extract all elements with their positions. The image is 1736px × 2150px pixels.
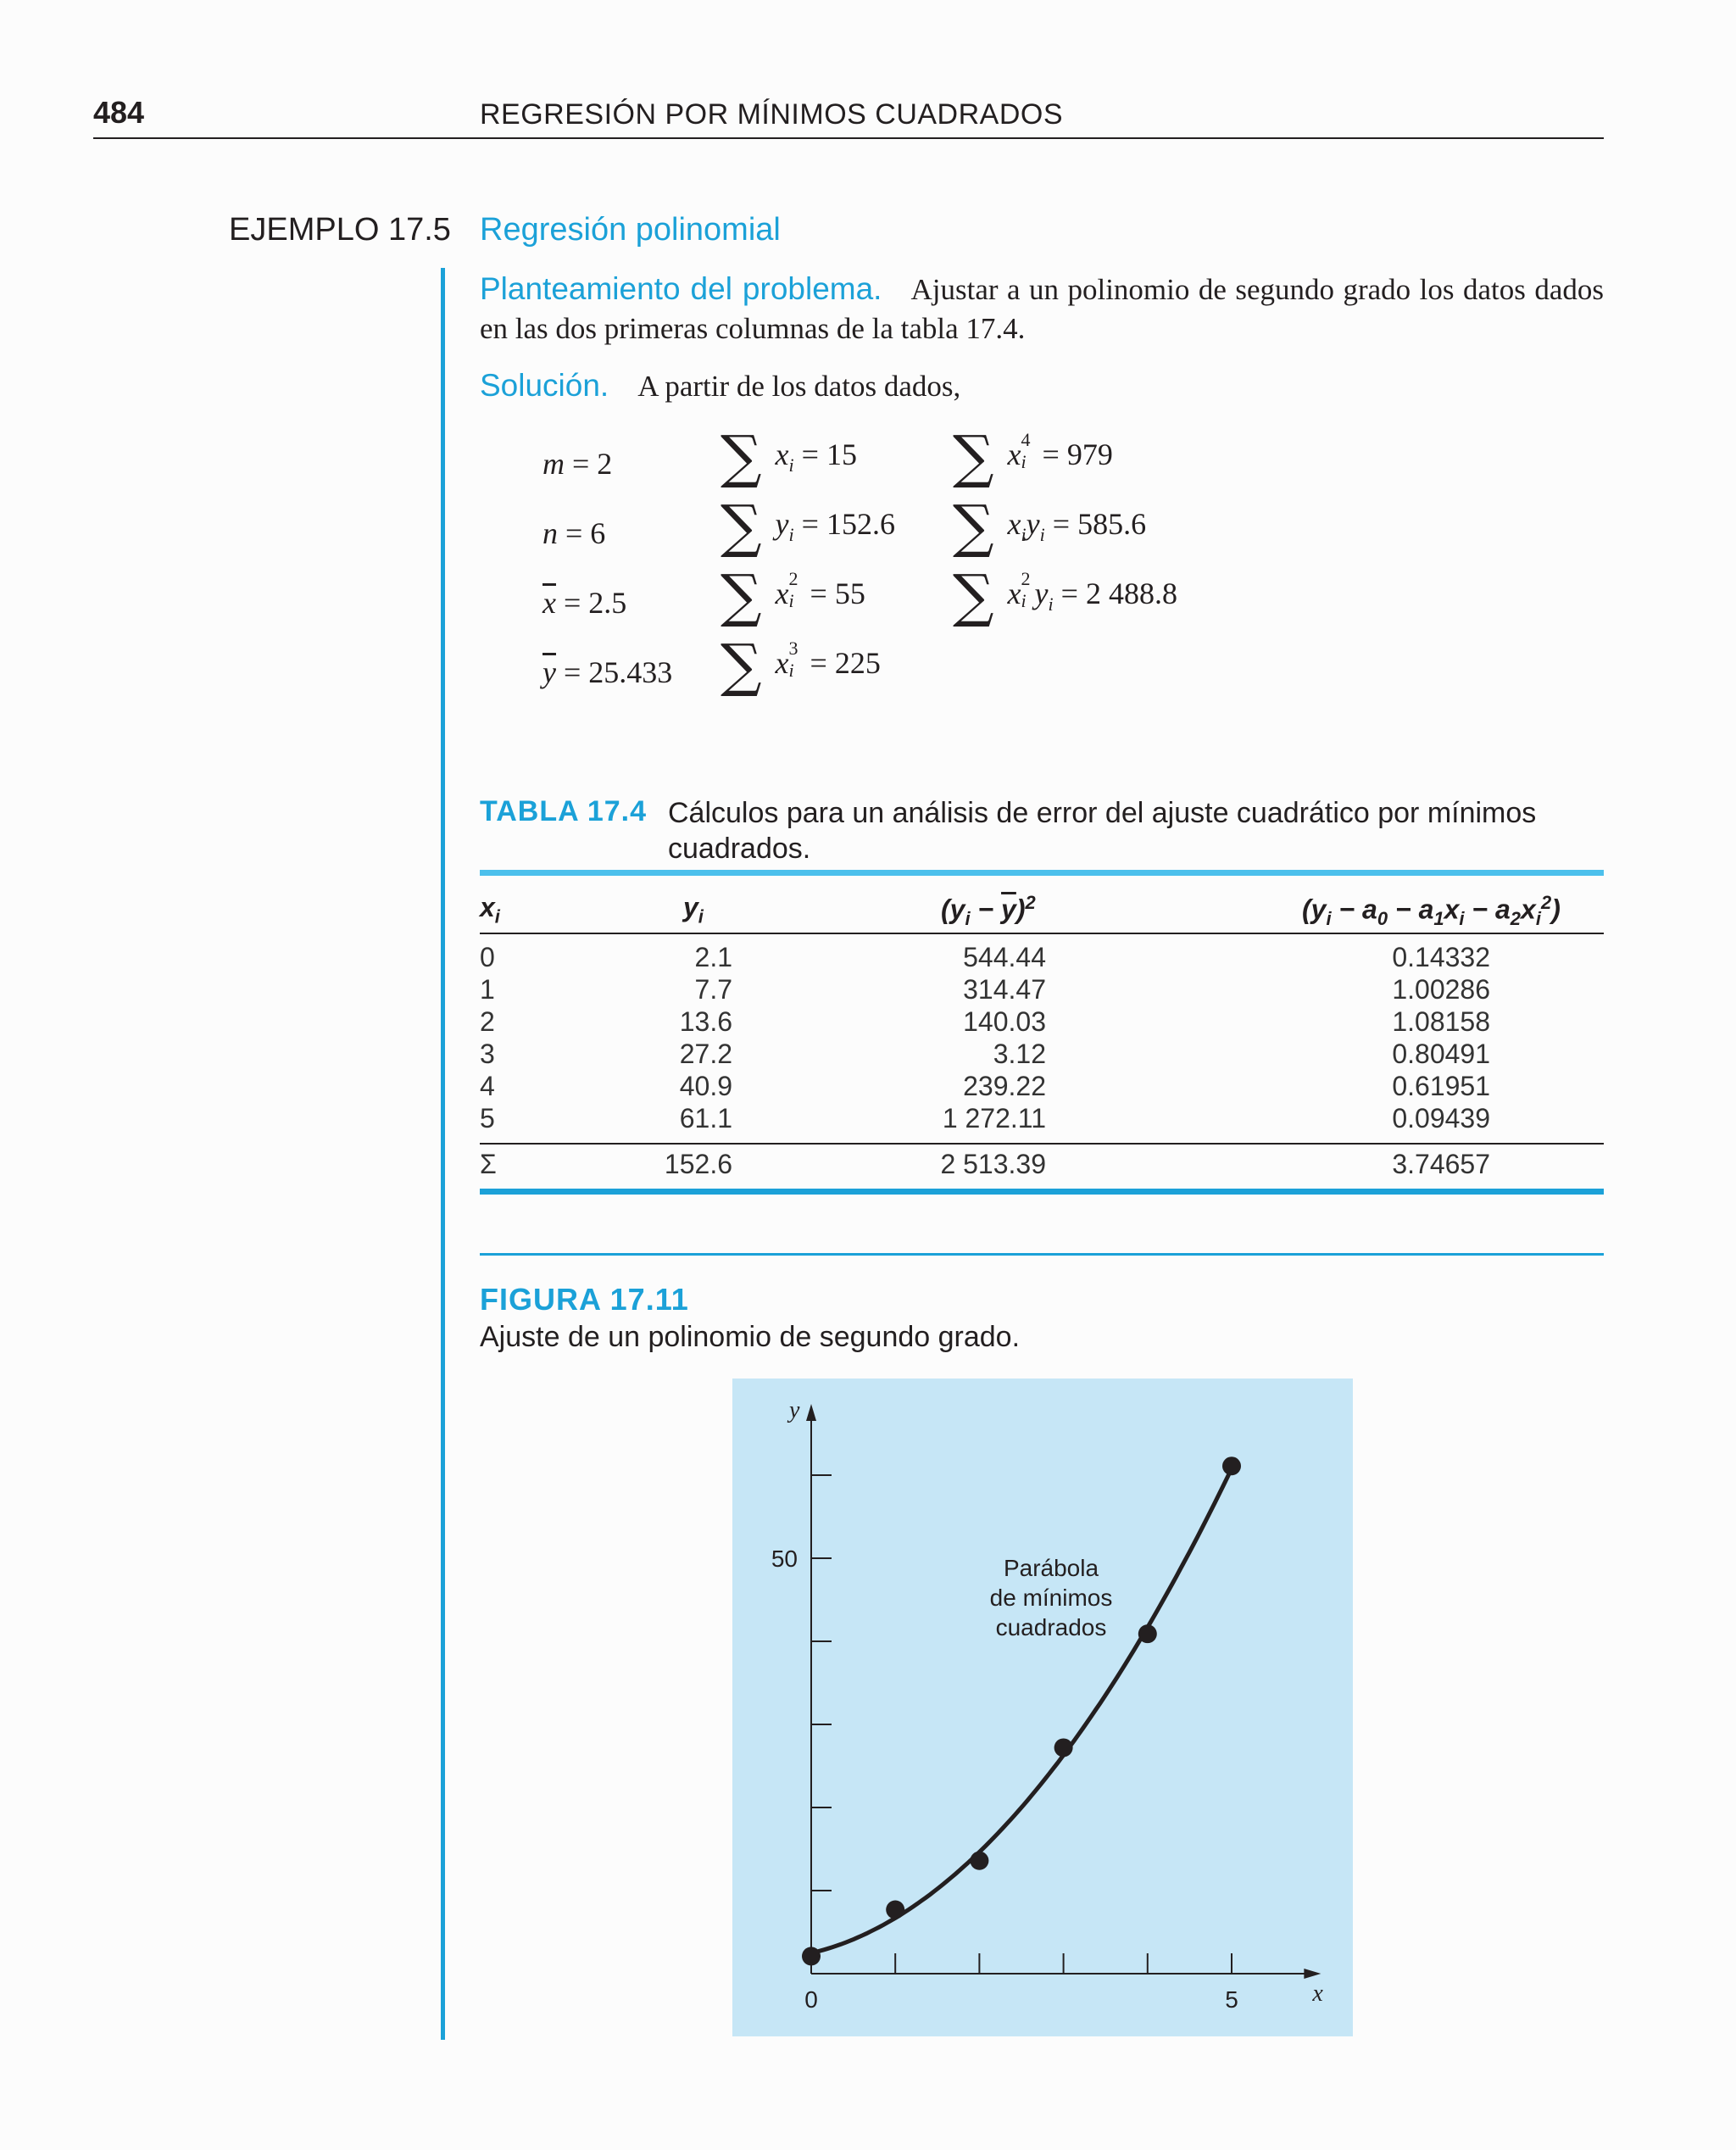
table-bottom-rule bbox=[480, 1189, 1604, 1195]
eq-xbar: $\overline{x} = 2.5$ bbox=[542, 586, 627, 620]
figure-caption: Ajuste de un polinomio de segundo grado. bbox=[480, 1321, 1021, 1353]
table-cell-dev-r1: 314.47 bbox=[963, 974, 1046, 1005]
eq-m: m = 2 bbox=[542, 447, 613, 481]
solution-text: A partir de los datos dados, bbox=[637, 370, 961, 403]
table-cell-x-r1: 1 bbox=[480, 974, 495, 1005]
sum-cell-resid: 3.74657 bbox=[1392, 1149, 1490, 1179]
eq-sum-x: ∑ $x_i = 15$ bbox=[721, 424, 857, 491]
table-cell-resid-r3: 0.80491 bbox=[1392, 1039, 1490, 1069]
table-cell-resid-r5: 0.09439 bbox=[1392, 1103, 1490, 1133]
sum-cell-x: Σ bbox=[480, 1149, 497, 1179]
quadratic-fit-chart bbox=[732, 1379, 1353, 2036]
table-cell-y-r2: 13.6 bbox=[679, 1006, 732, 1037]
x-axis-label: x bbox=[1312, 1980, 1323, 2007]
table-top-rule bbox=[480, 870, 1604, 876]
data-point-3 bbox=[1054, 1738, 1073, 1757]
table-cell-x-r3: 3 bbox=[480, 1039, 495, 1069]
data-point-0 bbox=[802, 1947, 821, 1965]
example-label: EJEMPLO 17.5 bbox=[229, 212, 451, 248]
col-header-resid: $(y_i - a_0 - a_1x_i - a_2x_i^2)$ bbox=[1302, 892, 1561, 930]
table-sum-rule bbox=[480, 1143, 1604, 1145]
annotation-line-2: cuadrados bbox=[995, 1614, 1107, 1640]
eq-sum-x4: ∑ x 4 i = 979 bbox=[953, 424, 1113, 491]
table-cell-x-r2: 2 bbox=[480, 1006, 495, 1037]
eq-sum-x3: ∑ x 3 i = 225 bbox=[721, 632, 881, 699]
chart-background bbox=[732, 1379, 1353, 2036]
table-label: TABLA 17.4 bbox=[480, 795, 648, 827]
table-cell-x-r4: 4 bbox=[480, 1071, 495, 1101]
eq-ybar: $\overline{y} = 25.433$ bbox=[542, 655, 673, 689]
y-tick-label-50: 50 bbox=[771, 1546, 798, 1572]
eq-sum-xy: ∑ $x_iy_i = 585.6$ bbox=[953, 493, 1147, 560]
problem-text: Ajustar a un polinomio de segundo grado los datos dados en las dos primeras columnas de la tabla 17.4. bbox=[480, 273, 1604, 345]
running-head: REGRESIÓN POR MÍNIMOS CUADRADOS bbox=[480, 98, 1064, 131]
annotation-line-1: de mínimos bbox=[989, 1585, 1113, 1611]
table-cell-y-r1: 7.7 bbox=[694, 974, 732, 1005]
table-cell-x-r5: 5 bbox=[480, 1103, 495, 1133]
table-cell-y-r4: 40.9 bbox=[679, 1071, 732, 1101]
eq-sum-y: ∑ $y_i = 152.6$ bbox=[721, 493, 895, 560]
header-rule bbox=[93, 137, 1604, 139]
table-cell-resid-r1: 1.00286 bbox=[1392, 974, 1490, 1005]
table-cell-y-r5: 61.1 bbox=[679, 1103, 732, 1133]
table-caption: Cálculos para un análisis de error del ajuste cuadrático por mínimos cuadrados. bbox=[668, 797, 1537, 865]
annotation-line-0: Parábola bbox=[1003, 1555, 1099, 1581]
page-number: 484 bbox=[93, 95, 145, 130]
figure-top-rule bbox=[480, 1253, 1604, 1256]
sum-cell-dev: 2 513.39 bbox=[940, 1149, 1046, 1179]
table-cell-x-r0: 0 bbox=[480, 942, 495, 972]
sum-cell-y: 152.6 bbox=[664, 1149, 732, 1179]
table-cell-resid-r0: 0.14332 bbox=[1392, 942, 1490, 972]
table-cell-dev-r4: 239.22 bbox=[963, 1071, 1046, 1101]
problem-lead: Planteamiento del problema. bbox=[480, 271, 882, 306]
eq-sum-x2: ∑ x 2 i = 55 bbox=[721, 563, 865, 630]
data-point-4 bbox=[1138, 1624, 1157, 1643]
x-tick-label-0: 0 bbox=[804, 1986, 818, 2013]
eq-n: n = 6 bbox=[542, 516, 606, 550]
problem-statement bbox=[480, 270, 1604, 348]
x-tick-label-5: 5 bbox=[1225, 1986, 1238, 2013]
table-cell-dev-r2: 140.03 bbox=[963, 1006, 1046, 1037]
y-axis-label: y bbox=[789, 1397, 800, 1423]
col-header-yi: $y_i$ bbox=[683, 892, 704, 927]
example-side-bar bbox=[441, 268, 445, 2040]
col-header-xi: $x_i$ bbox=[480, 892, 500, 927]
table-cell-dev-r0: 544.44 bbox=[963, 942, 1046, 972]
table-header-rule bbox=[480, 933, 1604, 934]
table-cell-resid-r4: 0.61951 bbox=[1392, 1071, 1490, 1101]
table-cell-y-r0: 2.1 bbox=[694, 942, 732, 972]
table-cell-dev-r3: 3.12 bbox=[993, 1039, 1046, 1069]
table-cell-y-r3: 27.2 bbox=[679, 1039, 732, 1069]
table-cell-resid-r2: 1.08158 bbox=[1392, 1006, 1490, 1037]
data-point-5 bbox=[1222, 1457, 1241, 1475]
example-title: Regresión polinomial bbox=[480, 212, 781, 248]
table-cell-dev-r5: 1 272.11 bbox=[942, 1103, 1046, 1133]
figure-label: FIGURA 17.11 bbox=[480, 1282, 689, 1317]
data-point-2 bbox=[970, 1852, 988, 1870]
eq-sum-x2y: ∑ x 2 i $y_i = 2$ 488.8 bbox=[953, 563, 1177, 630]
col-header-dev: $(y_i - \overline{y})^2$ bbox=[941, 892, 1036, 930]
solution-lead: Solución. bbox=[480, 368, 609, 403]
data-point-1 bbox=[886, 1901, 904, 1919]
solution-statement bbox=[480, 366, 1604, 406]
